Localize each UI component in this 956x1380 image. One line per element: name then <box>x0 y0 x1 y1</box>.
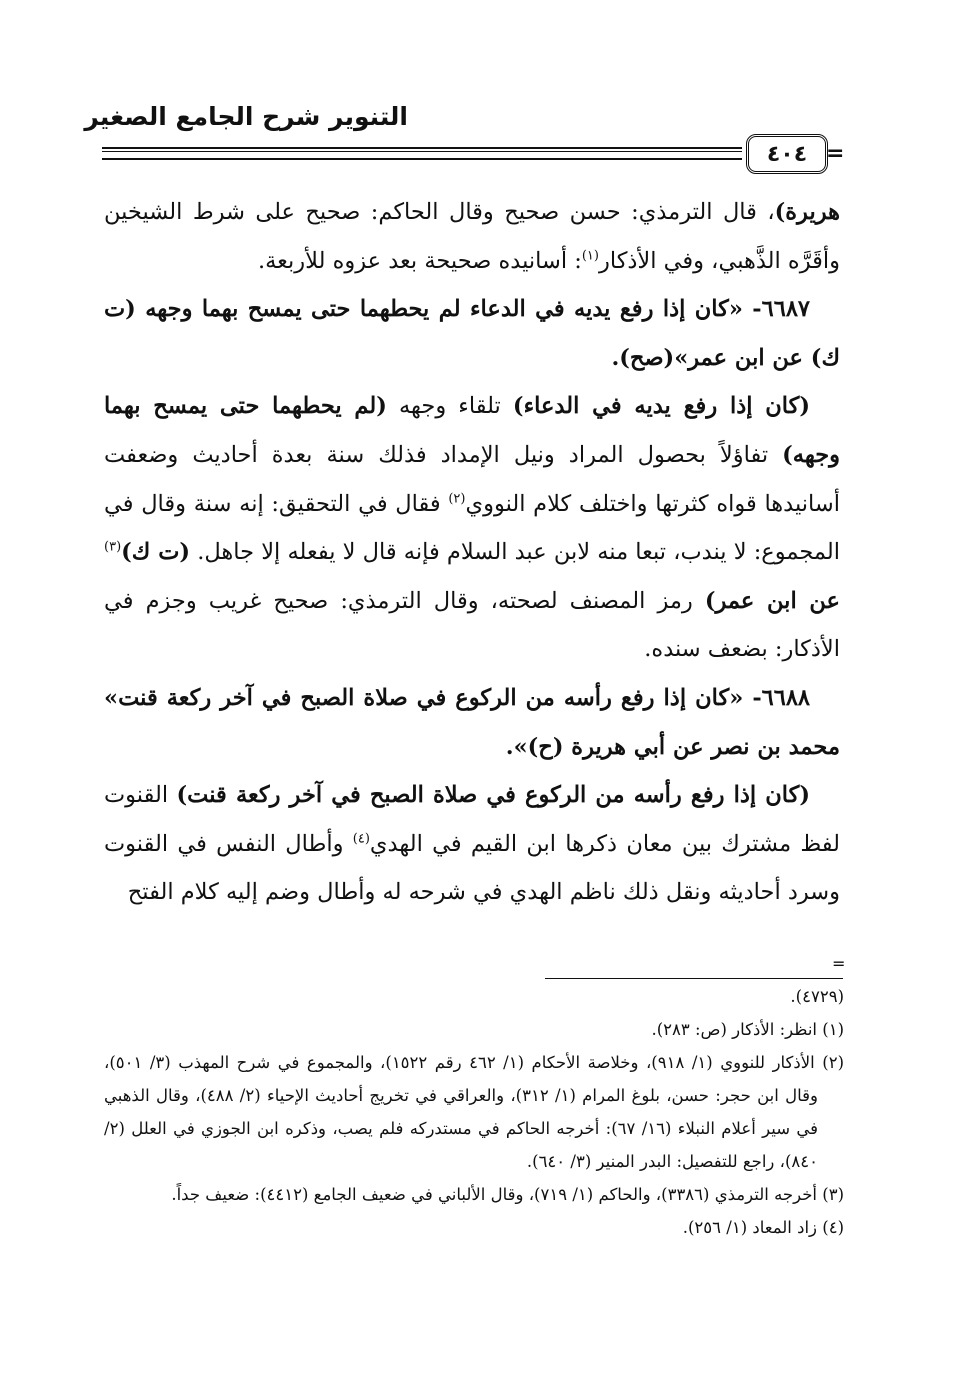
paragraph-text: : أسانيده صحيحة بعد عزوه للأربعة. <box>257 247 582 274</box>
footnote-continuation-mark: = <box>832 954 846 973</box>
paragraph-text: تلقاء وجهه <box>386 393 513 420</box>
footnote-continuation: (٤٧٢٩). <box>790 987 844 1006</box>
narrator-name: هريرة) <box>774 199 840 225</box>
footnotes <box>104 980 844 1244</box>
footnote-4: (٤) زاد المعاد (١/ ٢٥٦). <box>682 1218 844 1237</box>
footnote-2: (٢) الأذكار للنووي (١/ ٩١٨)، وخلاصة الأحكام (١/ ٤٦٢ رقم ١٥٢٢)، والمجموع في شرح المهذب (٣/ ٥٠١)، وقال ابن حجر: حسن، بلوغ المرام (١/ ٣١٢)، والعراقي في تخريج أحاديث الإحياء (٢/ ٤٨٨)، وقال الذهبي في سير أعلام النبلاء (١٦/ ٦٧): أخرجه الحاكم في مستدركه فلم يصب، وذكره ابن الجوزي في العلل (٢/ ٨٤٠)، راجع للتفصيل: البدر المنير (٣/ ٦٤٠). <box>104 1053 844 1171</box>
quoted-text: (كان إذا رفع يديه في الدعاء) <box>512 393 810 420</box>
commentary-6688 <box>104 771 840 917</box>
paragraph-text: ، قال الترمذي: حسن صحيح وقال الحاكم: صحيح على شرط الشيخين وأقَرَّه الذَّهبي، وفي الأذكار <box>104 199 840 274</box>
paragraph-text: رمز المصنف لصحته، وقال الترمذي: صحيح غريب وجزم في الأذكار: بضعف سنده. <box>104 587 840 663</box>
paragraph-text: وأطال النفس في القنوت وسرد أحاديثه ونقل ذلك ناظم الهدي في شرحه له وأطال وضم إليه كلام الفتح <box>104 830 840 906</box>
paragraph-text: القنوت لفظ مشترك بين معان ذكرها ابن القيم في الهدي <box>104 782 840 857</box>
paragraph-continuation <box>104 188 840 285</box>
page-number: ٤٠٤ <box>746 134 828 174</box>
footnote-1: (١) انظر: الأذكار (ص: ٢٨٣). <box>651 1020 844 1039</box>
commentary-6687 <box>104 382 840 674</box>
footnote-ref[interactable]: (٢) <box>448 491 466 507</box>
footnote-3: (٣) أخرجه الترمذي (٣٣٨٦)، والحاكم (١/ ٧١٩)، وقال الألباني في ضعيف الجامع (٤٤١٢): ضعيف جداً. <box>171 1185 844 1204</box>
main-text <box>104 188 840 917</box>
footnote-separator <box>545 978 843 979</box>
hadith-6687 <box>104 285 840 382</box>
hadith-number: ٦٦٨٨- <box>743 684 811 711</box>
footnote-ref[interactable]: (٤) <box>352 831 370 847</box>
paragraph-text: فقال في التحقيق: إنه سنة وقال في المجموع: لا يندب، تبعا منه لابن عبد السلام فإنه قال لا يفعله إلا جاهل. <box>104 490 840 566</box>
header-rule <box>102 147 742 160</box>
quoted-text: (كان إذا رفع رأسه من الركوع في صلاة الصبح في آخر ركعة قنت) <box>176 782 810 809</box>
hadith-text: «كان إذا رفع يديه في الدعاء لم يحطهما حتى يمسح بهما وجهه (ت ك) عن ابن عمر»(صح). <box>104 296 840 371</box>
header-continuation-mark: = <box>826 141 845 166</box>
paragraph-text: تفاؤلاً بحصول المراد ونيل الإمداد فذلك سنة بعدة أحاديث وضعفت أسانيدها قواه كثرتها واختلف كلام النووي <box>104 441 840 517</box>
running-title: التنوير شرح الجامع الصغير <box>84 102 408 131</box>
quoted-text: (لم يحطهما حتى يمسح بهما وجهه) <box>104 393 840 468</box>
hadith-number: ٦٦٨٧- <box>742 296 810 323</box>
hadith-text: «كان إذا رفع رأسه من الركوع في صلاة الصبح في آخر ركعة قنت» محمد بن نصر عن أبي هريرة (ح)». <box>104 684 840 760</box>
hadith-6688 <box>104 674 840 771</box>
footnote-ref[interactable]: (١) <box>581 248 599 264</box>
quoted-text: عن ابن عمر) <box>704 587 840 614</box>
source-symbol: (ت ك) <box>121 539 191 566</box>
footnote-ref[interactable]: (٣) <box>104 539 122 555</box>
